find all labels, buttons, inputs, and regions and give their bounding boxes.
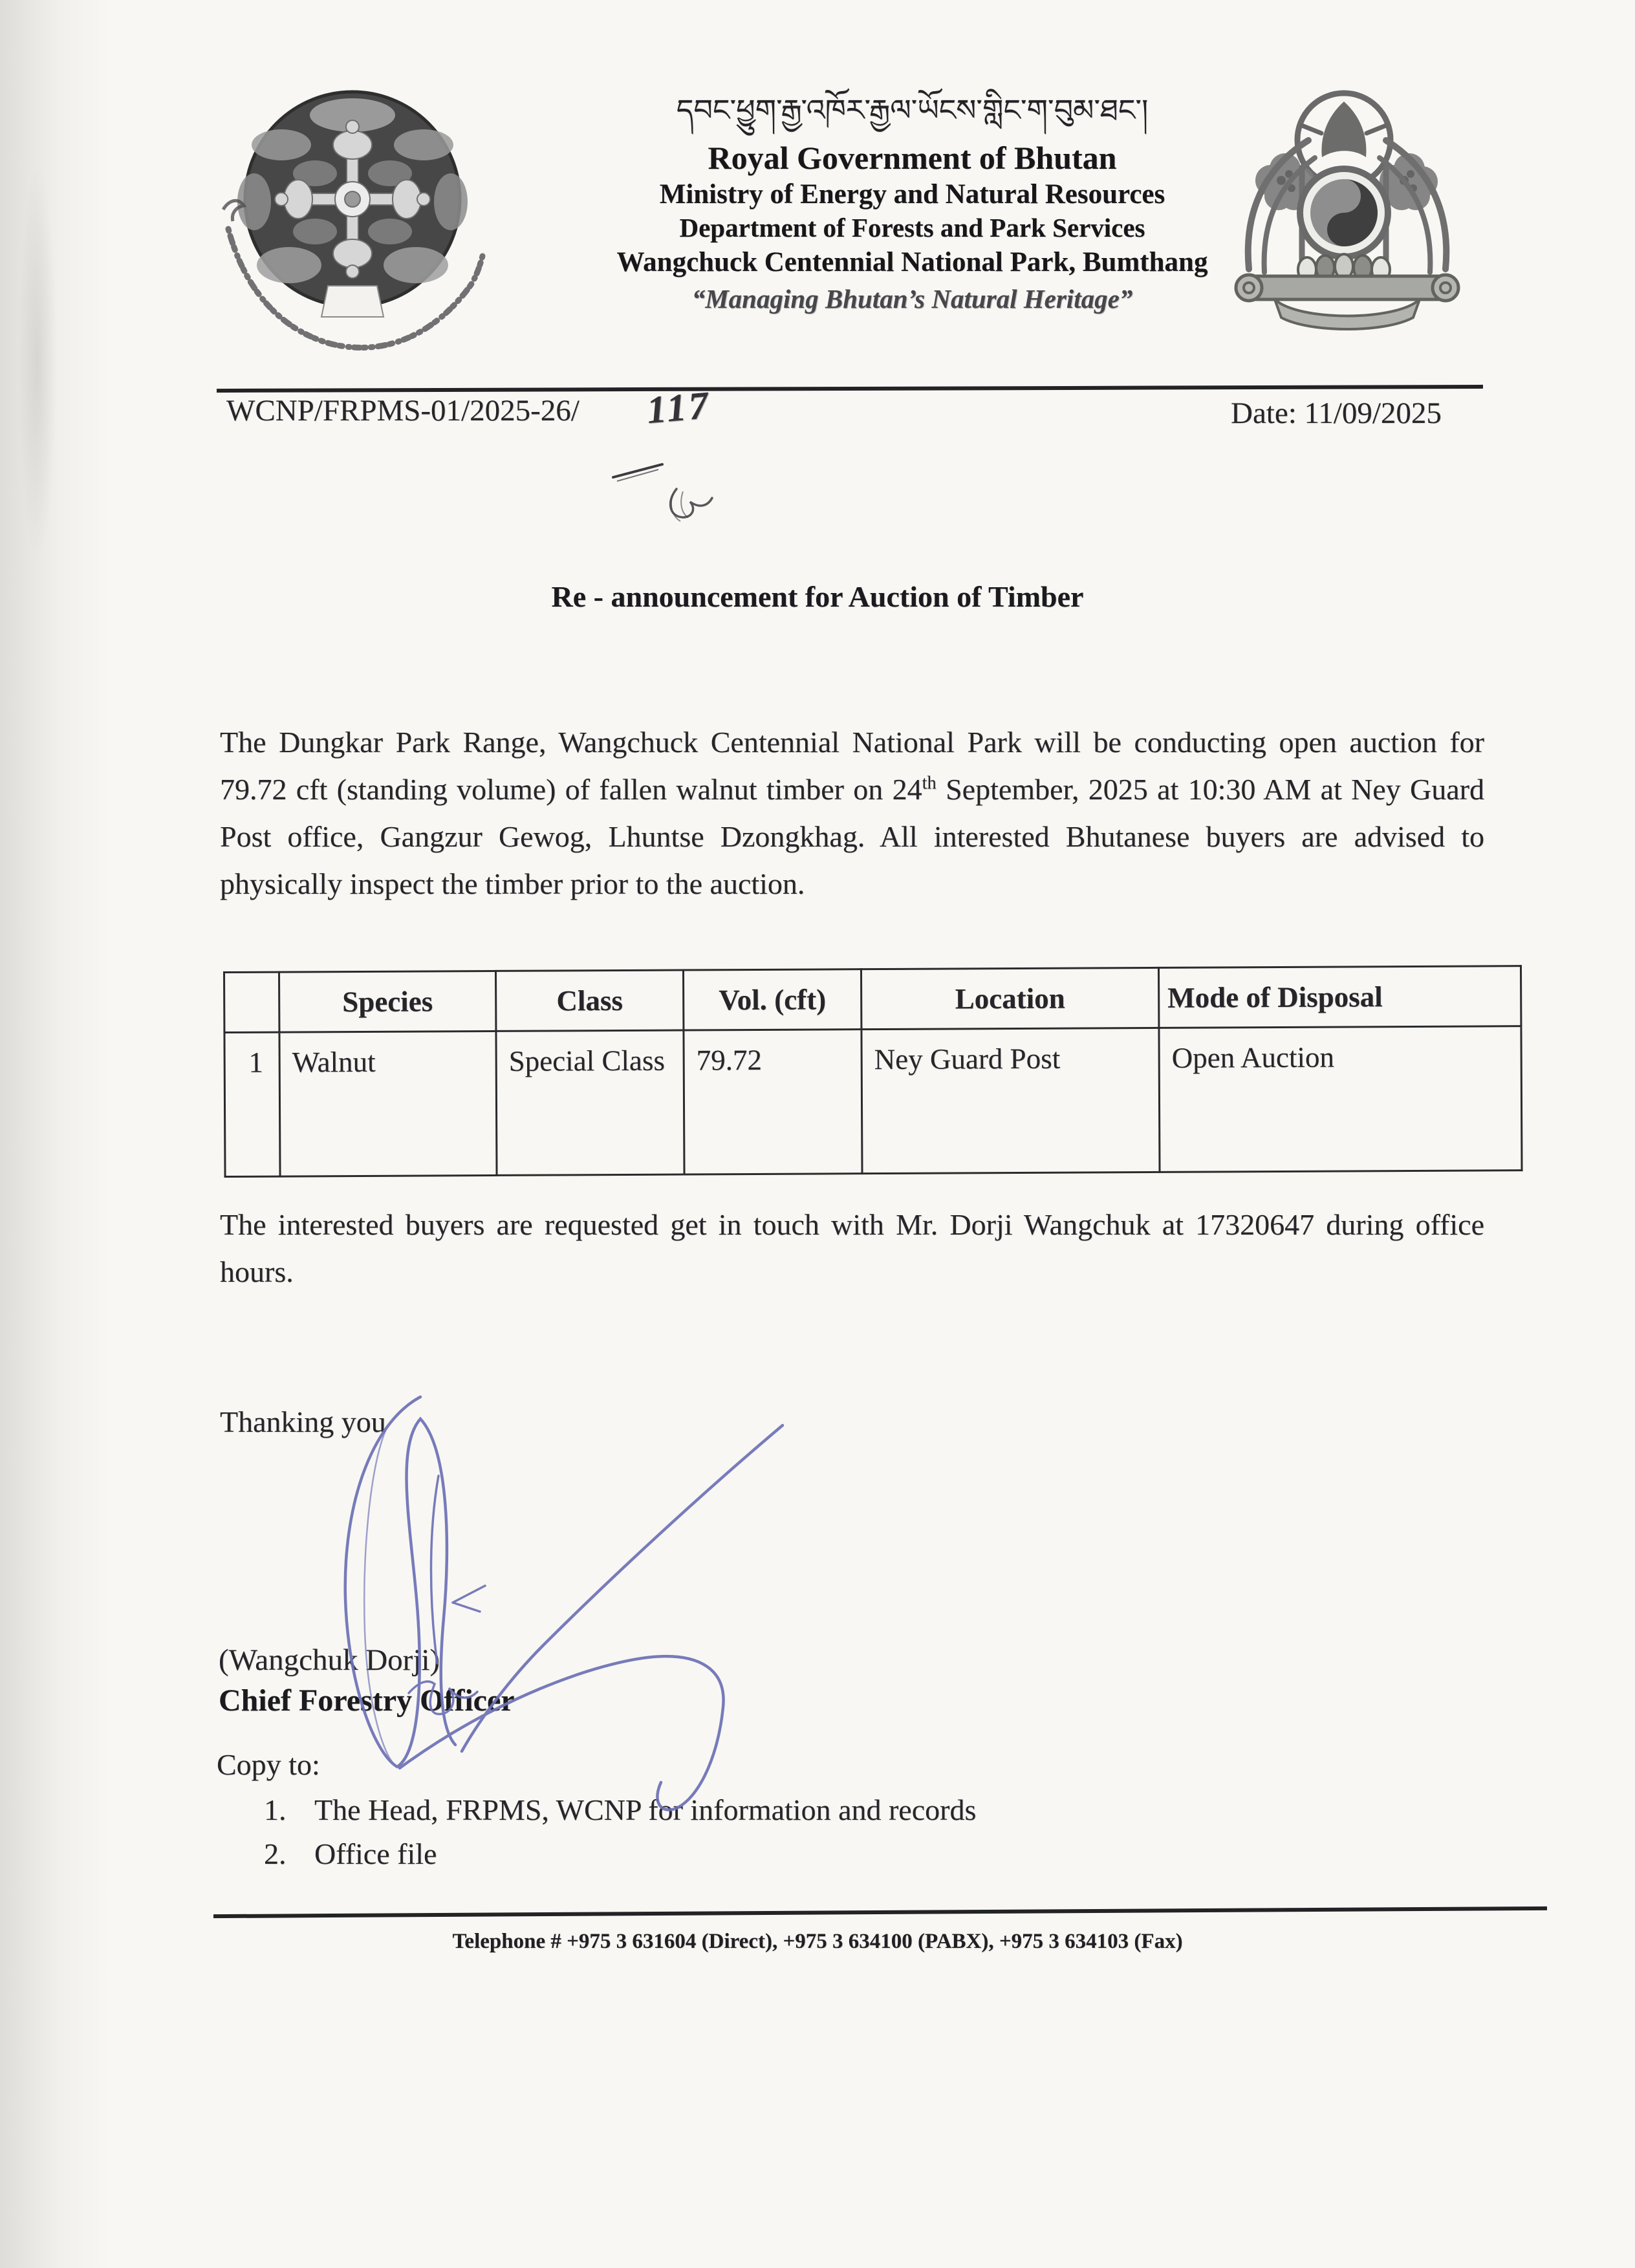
body-paragraph-1-text: The Dungkar Park Range, Wangchuck Centennial National Park will be conducting open auction for 79.72 cft (standing volume) of fallen walnut timber on 24 xyxy=(220,726,1484,806)
signatory-title: Chief Forestry Officer xyxy=(219,1683,515,1718)
cell-class: Special Class xyxy=(496,1030,684,1175)
table-row xyxy=(224,1026,1522,1177)
copy-to-label: Copy to: xyxy=(217,1748,320,1781)
cell-volume: 79.72 xyxy=(684,1030,862,1174)
body-paragraph-2: The interested buyers are requested get in touch with Mr. Dorji Wangchuk at 17320647 during office hours. xyxy=(220,1208,1484,1288)
cell-index: 1 xyxy=(224,1032,280,1176)
letterhead-department: Department of Forests and Park Services xyxy=(679,213,1145,243)
ordinal-superscript: th xyxy=(922,773,937,794)
bhutan-national-emblem-icon xyxy=(217,72,495,376)
scan-streak xyxy=(18,162,57,563)
body-paragraph-1 xyxy=(220,719,1484,908)
table-header-mode: Mode of Disposal xyxy=(1158,966,1521,1028)
letterhead-dzongkha: དབང་ཕྱུག་རྒྱ་འཁོར་རྒྱལ་ཡོངས་གླིང་ག་བུམ་ཐང་། xyxy=(676,92,1149,127)
table-header-location: Location xyxy=(861,967,1158,1029)
body-paragraph-1-continued: September, 2025 at 10:30 AM at Ney Guard Post office, Gangzur Gewog, Lhuntse Dzongkhag. All interested Bhutanese buyers are advised to physically inspect the timber prior to the auction. xyxy=(220,772,1484,900)
cell-mode: Open Auction xyxy=(1159,1026,1522,1172)
table-header-class: Class xyxy=(496,970,684,1031)
handwritten-dispatch-number: 117 xyxy=(645,383,713,432)
footer-telephone: Telephone # +975 3 631604 (Direct), +975 3 634100 (PABX), +975 3 634103 (Fax) xyxy=(452,1930,1183,1953)
copy-to-item xyxy=(264,1837,437,1871)
closing-salutation: Thanking you xyxy=(220,1405,386,1438)
subject-line: Re - announcement for Auction of Timber xyxy=(551,580,1084,613)
table-header-index xyxy=(224,972,279,1032)
footer-divider-line xyxy=(213,1906,1547,1918)
table-header-row xyxy=(224,966,1521,1033)
letterhead-motto: “Managing Bhutan’s Natural Heritage” xyxy=(691,284,1133,314)
letterhead-park: Wangchuck Centennial National Park, Bumthang xyxy=(616,246,1208,277)
table-header-species: Species xyxy=(279,971,496,1032)
signatory-name: (Wangchuk Dorji) xyxy=(219,1643,440,1677)
timber-auction-table xyxy=(223,965,1523,1178)
signature-ink xyxy=(247,1385,823,1817)
letterhead-ministry: Ministry of Energy and Natural Resources xyxy=(659,178,1165,210)
copy-item-number: 2. xyxy=(264,1837,287,1870)
cell-species: Walnut xyxy=(279,1031,497,1176)
copy-item-text: The Head, FRPMS, WCNP for information and records xyxy=(314,1793,977,1826)
header-divider-line xyxy=(217,385,1483,393)
copy-item-text: Office file xyxy=(314,1837,437,1870)
reference-number: WCNP/FRPMS-01/2025-26/ xyxy=(226,394,579,427)
cell-location: Ney Guard Post xyxy=(861,1028,1160,1173)
table-header-volume: Vol. (cft) xyxy=(683,969,861,1030)
letterhead xyxy=(536,92,1289,314)
copy-item-number: 1. xyxy=(264,1793,287,1826)
letterhead-government: Royal Government of Bhutan xyxy=(708,139,1117,176)
pen-scribble-marks xyxy=(600,451,794,555)
letter-date: Date: 11/09/2025 xyxy=(1231,396,1442,430)
